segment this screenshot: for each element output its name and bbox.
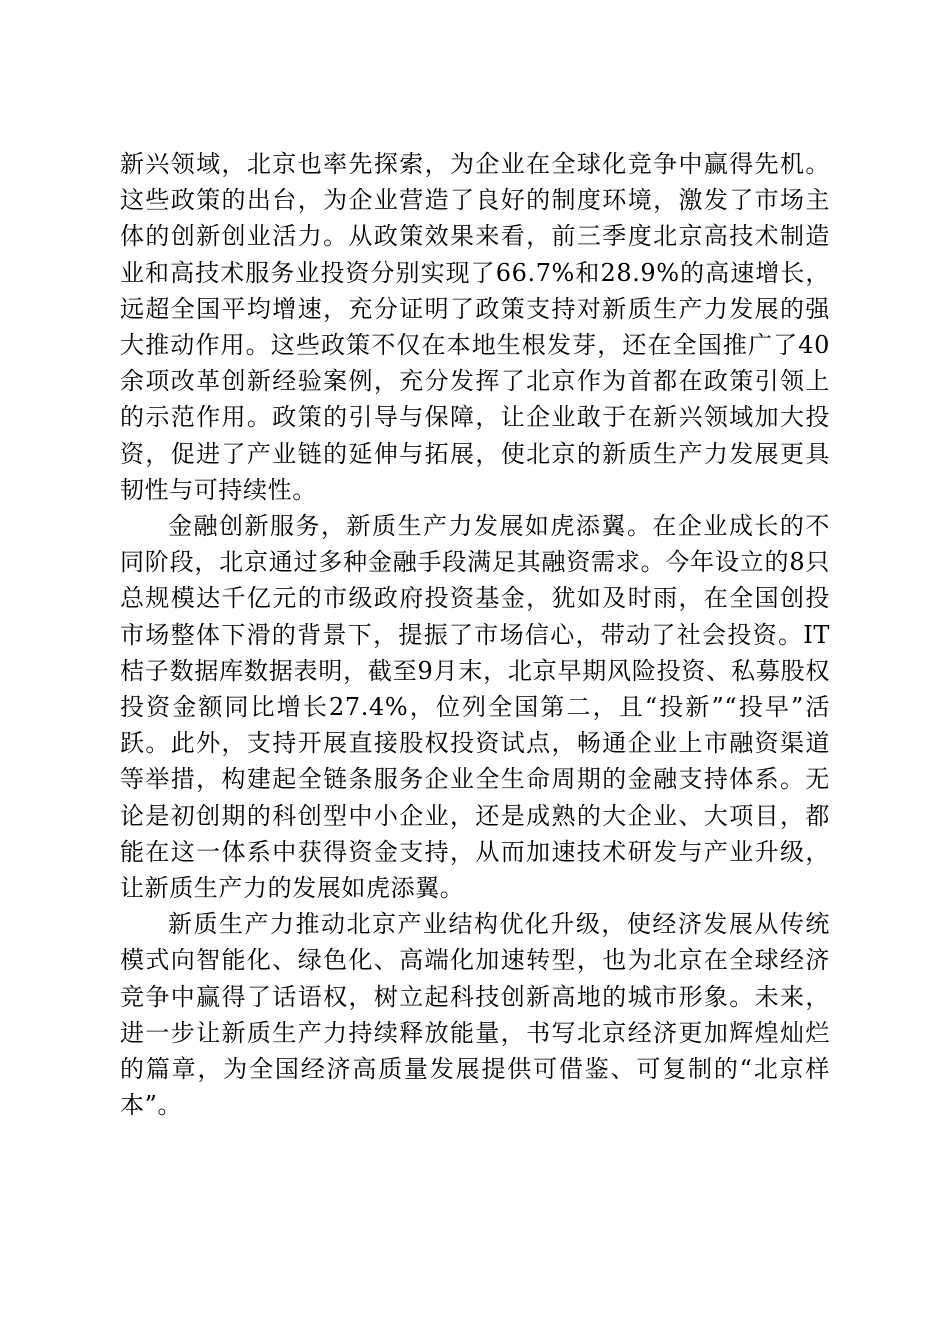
article-body	[120, 146, 830, 1123]
paragraph-policy-continuation: 新兴领域，北京也率先探索，为企业在全球化竞争中赢得先机。这些政策的出台，为企业营造了良好的制度环境，激发了市场主体的创新创业活力。从政策效果来看，前三季度北京高技术制造业和高技术服务业投资分别实现了66.7%和28.9%的高速增长，远超全国平均增速，充分证明了政策支持对新质生产力发展的强大推动作用。这些政策不仅在本地生根发芽，还在全国推广了40余项改革创新经验案例，充分发挥了北京作为首都在政策引领上的示范作用。政策的引导与保障，让企业敢于在新兴领域加大投资，促进了产业链的延伸与拓展，使北京的新质生产力发展更具韧性与可持续性。	[120, 150, 830, 504]
paragraph-financial-innovation: 金融创新服务，新质生产力发展如虎添翼。在企业成长的不同阶段，北京通过多种金融手段满足其融资需求。今年设立的8只总规模达千亿元的市级政府投资基金，犹如及时雨，在全国创投市场整体下滑的背景下，提振了市场信心，带动了社会投资。IT桔子数据库数据表明，截至9月末，北京早期风险投资、私募股权投资金额同比增长27.4%，位列全国第二，且“投新”“投早”活跃。此外，支持开展直接股权投资试点，畅通企业上市融资渠道等举措，构建起全链条服务企业全生命周期的金融支持体系。无论是初创期的科创型中小企业，还是成熟的大企业、大项目，都能在这一体系中获得资金支持，从而加速技术研发与产业升级，让新质生产力的发展如虎添翼。	[120, 512, 830, 903]
paragraph-conclusion: 新质生产力推动北京产业结构优化升级，使经济发展从传统模式向智能化、绿色化、高端化加速转型，也为北京在全球经济竞争中赢得了话语权，树立起科技创新高地的城市形象。未来，进一步让新质生产力持续释放能量，书写北京经济更加辉煌灿烂的篇章，为全国经济高质量发展提供可借鉴、可复制的“北京样本”。	[120, 910, 830, 1120]
